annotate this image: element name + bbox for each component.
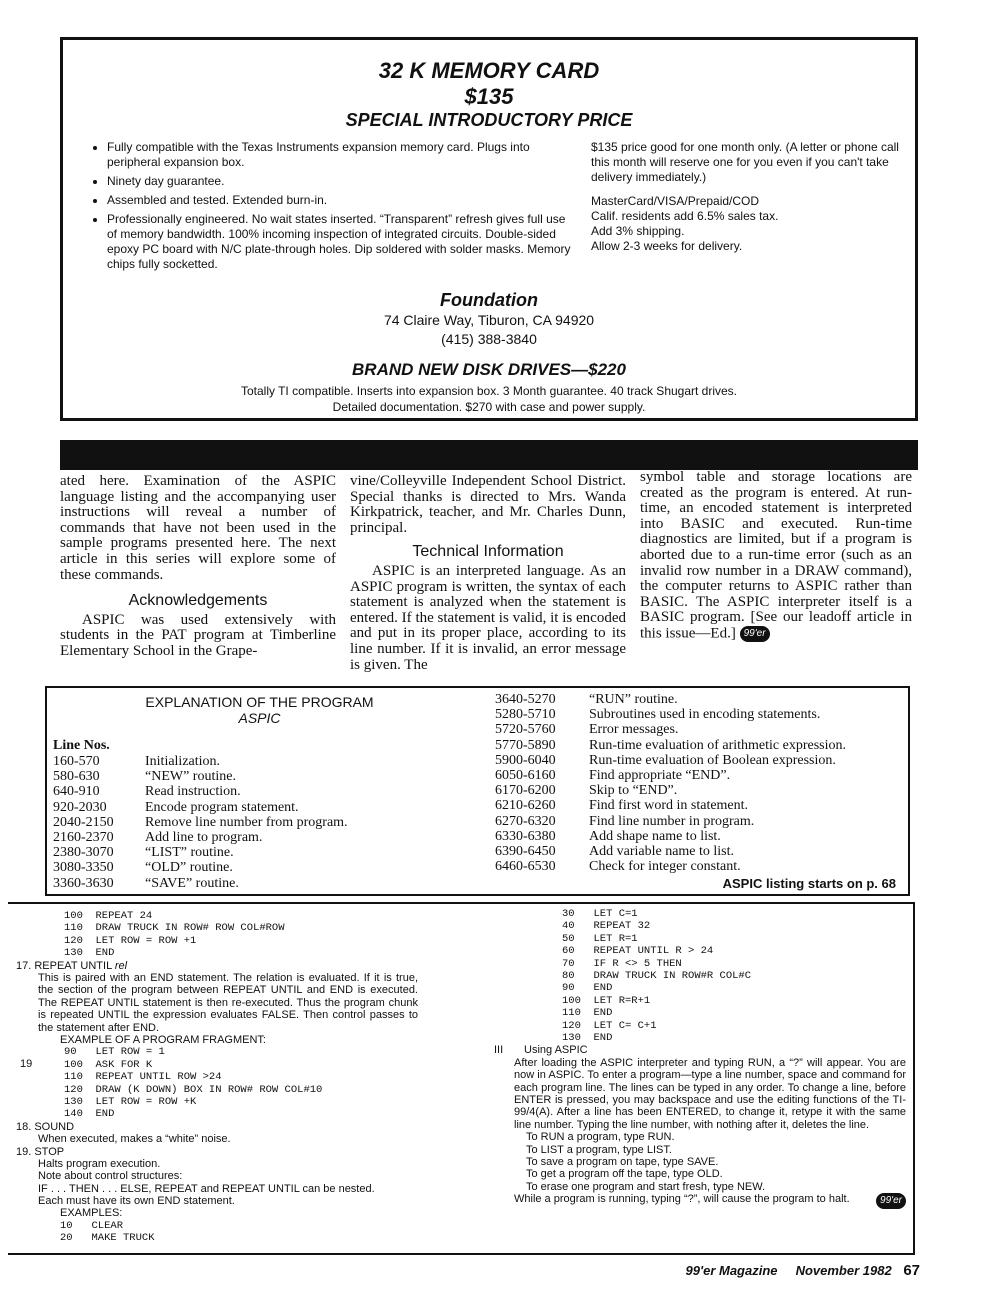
ad-feature-list [87, 140, 577, 276]
line-range: 580-630 [53, 769, 100, 785]
code-line: 50 LET R=1 [562, 932, 638, 945]
line-range-description: Find first word in statement. [589, 798, 749, 814]
article-column-3 [640, 470, 912, 642]
line-range-row [53, 754, 348, 769]
instruction-line: To get a program off the tape, type OLD. [526, 1168, 723, 1181]
code-line: 120 DRAW (K DOWN) BOX IN ROW# ROW COL#10 [64, 1083, 323, 1096]
footer-magazine: 99'er Magazine [685, 1263, 778, 1278]
final-note-text: While a program is running, typing “?”, will cause the program to halt. [514, 1193, 850, 1206]
line-range-description: Find appropriate “END”. [589, 768, 731, 784]
instruction-line: To LIST a program, type LIST. [526, 1143, 672, 1156]
control-note-line: IF . . . THEN . . . ELSE, REPEAT and REPEAT UNTIL can be nested. [38, 1182, 375, 1195]
code-line: 70 IF R <> 5 THEN [562, 957, 682, 970]
code-line: 110 REPEAT UNTIL ROW >24 [64, 1071, 222, 1084]
line-range: 2040-2150 [53, 814, 114, 830]
line-range: 6460-6530 [495, 859, 556, 875]
article-paragraph: vine/Colleyville Independent School District. Special thanks is directed to Mrs. Wanda Kirkpatrick, teacher, and Mr. Charles Dunn, principal. [350, 473, 626, 536]
line-range-row [495, 814, 846, 829]
item-17-example-label: EXAMPLE OF A PROGRAM FRAGMENT: [60, 1033, 266, 1046]
explanation-title-block [127, 694, 392, 726]
line-range-row [53, 815, 348, 830]
line-range-row [495, 783, 846, 798]
ad-price: $135 [464, 84, 514, 109]
line-range: 6390-6450 [495, 844, 556, 860]
ad-tax: Calif. residents add 6.5% sales tax. [591, 209, 779, 223]
line-range-description: Find line number in program. [589, 813, 755, 829]
line-range: 920-2030 [53, 799, 107, 815]
line-range: 3640-5270 [495, 692, 556, 707]
line-range-description: “SAVE” routine. [145, 875, 239, 891]
line-range-description: Encode program statement. [145, 799, 299, 815]
line-range-row [495, 829, 846, 844]
code-line: 120 LET C= C+1 [562, 1019, 657, 1032]
line-range-description: Subroutines used in encoding statements. [589, 707, 821, 723]
line-range-row [53, 800, 348, 815]
line-range-description: “NEW” routine. [145, 769, 236, 785]
code-block [486, 908, 906, 1044]
article-paragraph: ASPIC was used extensively with students in the PAT program at Timberline Elementary School in the Grape- [60, 611, 336, 659]
black-divider-bar [60, 440, 918, 470]
line-range: 5720-5760 [495, 722, 556, 738]
section-3-title: Using ASPIC [524, 1044, 588, 1057]
control-note-heading: Note about control structures: [38, 1170, 183, 1183]
ad-order-info [591, 140, 911, 254]
line-range-row [495, 768, 846, 783]
code-line: 130 END [64, 947, 115, 960]
line-range-row [495, 738, 846, 753]
line-range: 5280-5710 [495, 707, 556, 723]
margin-number: 19 [20, 1058, 33, 1071]
article-paragraph: ated here. Examination of the ASPIC language listing and the accompanying user instructions will reveal a number of commands that have not been used in the sample programs presented here. The next article in this series will explore some of these commands. [60, 473, 336, 583]
instructions-right-column [486, 908, 906, 1209]
line-range-description: Add shape name to list. [589, 828, 721, 844]
line-range-description: “RUN” routine. [589, 692, 678, 707]
code-line: 100 ASK FOR K [64, 1058, 153, 1071]
ad-feature-item: • Fully compatible with the Texas Instruments expansion memory card. Plugs into peripheral expansion box. [107, 140, 577, 170]
magazine-logo-icon: 99'er [876, 1193, 906, 1209]
line-range: 6210-6260 [495, 798, 556, 814]
line-range: 6170-6200 [495, 783, 556, 799]
line-range-row [53, 876, 348, 891]
line-range-row [495, 753, 846, 768]
code-line: 30 LET C=1 [562, 908, 638, 920]
line-range-row [53, 830, 348, 845]
code-block [8, 910, 478, 960]
explanation-box [45, 686, 910, 896]
advertisement-box [60, 37, 918, 421]
line-range-row [53, 769, 348, 784]
line-range-description: Read instruction. [145, 784, 241, 800]
line-range: 160-570 [53, 754, 100, 769]
code-line: 20 MAKE TRUCK [60, 1232, 155, 1245]
line-range-row [495, 859, 846, 874]
line-range: 5770-5890 [495, 737, 556, 753]
ad-company-name: Foundation [440, 290, 538, 310]
ad-payment: MasterCard/VISA/Prepaid/COD [591, 194, 760, 208]
code-line: 10 CLEAR [60, 1219, 124, 1232]
ad-subtitle: SPECIAL INTRODUCTORY PRICE [345, 110, 633, 130]
code-line: 80 DRAW TRUCK IN ROW#R COL#C [562, 969, 752, 982]
code-line: 100 REPEAT 24 [64, 910, 153, 922]
code-block-wrapper [8, 1046, 478, 1120]
line-range-row [495, 692, 846, 707]
code-line: 100 LET R=R+1 [562, 994, 651, 1007]
line-range-description: Add variable name to list. [589, 844, 735, 860]
item-17-relation: rel [114, 959, 128, 972]
line-range-description: Run-time evaluation of Boolean expression. [589, 752, 836, 768]
article-column-1 [60, 474, 336, 660]
ad-feature-item: • Professionally engineered. No wait states inserted. “Transparent” refresh gives full use of memory bandwidth. 100% incoming inspection of integrated circuits. Double-sided epoxy PC board with N/C plate-through holes. Dip soldered with solder masks. Memory chips fully socketted. [107, 212, 577, 272]
line-range-description: Error messages. [589, 722, 679, 738]
instructions-left-column [8, 910, 478, 1245]
ad-disk-description [63, 383, 915, 415]
instruction-line: To RUN a program, type RUN. [526, 1131, 675, 1144]
ad-title: 32 K MEMORY CARD [378, 58, 600, 83]
line-range-description: “LIST” routine. [145, 845, 234, 861]
line-range-description: Add line to program. [145, 830, 263, 846]
code-line: 120 LET ROW = ROW +1 [64, 934, 197, 947]
section-3-heading [486, 1044, 906, 1056]
code-line: 140 END [64, 1108, 115, 1121]
code-line: 110 DRAW TRUCK IN ROW# ROW COL#ROW [64, 922, 285, 935]
line-range-row [495, 798, 846, 813]
explanation-title: EXPLANATION OF THE PROGRAM [145, 694, 374, 710]
article-column-2 [350, 474, 626, 673]
footer-date: November 1982 [795, 1263, 892, 1278]
magazine-logo-icon: 99'er [740, 626, 770, 642]
line-range-row [53, 845, 348, 860]
code-line: 60 REPEAT UNTIL R > 24 [562, 945, 714, 958]
article-paragraph [640, 470, 912, 642]
section-3-description: After loading the ASPIC interpreter and typing RUN, a “?” will appear. You are now in ASPIC. To enter a program—type a line number, space and command for each program line. The lines can be typed in any order. To change a line, before ENTER is pressed, you may backspace and use the editing functions of the TI-99/4(A). After a line has been ENTERED, to change it, retype it with the same line number. Typing the line number, with nothing after it, deletes the line. [514, 1056, 906, 1131]
code-block [8, 1046, 478, 1120]
instruction-line: To erase one program and start fresh, type NEW. [526, 1180, 766, 1193]
item-18-heading: 18. SOUND [16, 1120, 75, 1133]
ad-price-note: $135 price good for one month only. (A letter or phone call this month will reserve one for you even if you can't take delivery immediately.) [591, 140, 899, 184]
item-18-description: When executed, makes a “white” noise. [38, 1133, 231, 1146]
instruction-line: To save a program on tape, type SAVE. [526, 1155, 719, 1168]
explanation-subtitle: ASPIC [238, 710, 281, 726]
line-range: 640-910 [53, 784, 100, 800]
page-number: 67 [903, 1262, 920, 1279]
section-3-number: III [494, 1044, 504, 1057]
item-17-description: This is paired with an END statement. The relation is evaluated. If it is true, the section of the program between REPEAT UNTIL and END is executed. The REPEAT UNTIL statement is then re-executed. Thus the program chunk is repeated UNTIL the expression evaluates FALSE. Then control passes to the statement after END. [38, 971, 418, 1034]
line-range: 5900-6040 [495, 752, 556, 768]
line-range-row [495, 844, 846, 859]
ad-phone: (415) 388-3840 [441, 331, 537, 347]
line-range-description: Check for integer constant. [589, 859, 741, 875]
ad-disk-line: Detailed documentation. $270 with case and power supply. [332, 400, 646, 414]
code-line: 90 LET ROW = 1 [64, 1046, 165, 1059]
ad-feature-item: • Assembled and tested. Extended burn-in. [107, 193, 577, 208]
line-range-row [53, 784, 348, 799]
line-range-row [495, 722, 846, 737]
line-nos-label: Line Nos. [53, 738, 110, 753]
command-instructions [486, 1131, 906, 1193]
ad-delivery: Allow 2-3 weeks for delivery. [591, 239, 743, 253]
control-note-line: Each must have its own END statement. [38, 1195, 235, 1208]
line-range-row [495, 707, 846, 722]
code-line: 130 END [562, 1031, 613, 1044]
code-line: 90 END [562, 982, 613, 995]
examples-label: EXAMPLES: [60, 1207, 123, 1220]
item-19-description: Halts program execution. [38, 1157, 161, 1170]
acknowledgements-heading: Acknowledgements [128, 592, 268, 610]
line-range: 3360-3630 [53, 875, 114, 891]
line-ranges-table-right [495, 692, 846, 874]
line-ranges-table-left [53, 754, 348, 891]
line-range: 3080-3350 [53, 860, 114, 876]
final-note [486, 1193, 906, 1205]
article-paragraph: ASPIC is an interpreted language. As an ASPIC program is written, the syntax of each statement is analyzed when the statement is entered. If the statement is valid, it is encoded and put in its proper place, according to its line number. If it is invalid, an error message is given. The [350, 562, 626, 673]
ad-disk-title: BRAND NEW DISK DRIVES—$220 [352, 360, 626, 379]
item-17-heading [8, 960, 478, 972]
line-range-description: Run-time evaluation of arithmetic expression. [589, 737, 846, 753]
code-line: 40 REPEAT 32 [562, 920, 651, 933]
page-footer [640, 1262, 920, 1279]
line-range: 2160-2370 [53, 830, 114, 846]
instructions-box [8, 902, 915, 1255]
technical-information-heading: Technical Information [412, 543, 564, 561]
line-range-description: Remove line number from program. [145, 814, 348, 830]
ad-address: 74 Claire Way, Tiburon, CA 94920 [383, 312, 595, 328]
code-line: 130 LET ROW = ROW +K [64, 1095, 197, 1108]
line-range-description: Initialization. [145, 754, 221, 769]
code-block [8, 1220, 478, 1245]
ad-feature-item: • Ninety day guarantee. [107, 174, 577, 189]
line-range: 6330-6380 [495, 828, 556, 844]
line-range-description: “OLD” routine. [145, 860, 233, 876]
article-paragraph-text: symbol table and storage locations are created as the program is entered. At run-time, an encoded statement is interpreted into BASIC and executed. Run-time diagnostics are limited, but if a program is aborted due to a run-time error (such as an invalid row number in a DRAW command), the computer returns to ASPIC rather than BASIC. The ASPIC interpreter itself is a BASIC program. [See our leadoff article in this issue—Ed.] [640, 469, 912, 642]
line-range-row [53, 860, 348, 875]
code-line: 110 END [562, 1007, 613, 1020]
line-range: 6270-6320 [495, 813, 556, 829]
item-19-heading: 19. STOP [16, 1145, 65, 1158]
line-range-description: Skip to “END”. [589, 783, 678, 799]
line-range: 2380-3070 [53, 845, 114, 861]
line-range: 6050-6160 [495, 768, 556, 784]
item-17-title: 17. REPEAT UNTIL [16, 959, 112, 972]
listing-reference: ASPIC listing starts on p. 68 [722, 876, 896, 891]
ad-shipping: Add 3% shipping. [591, 224, 685, 238]
ad-disk-line: Totally TI compatible. Inserts into expansion box. 3 Month guarantee. 40 track Shugart drives. [240, 384, 738, 398]
